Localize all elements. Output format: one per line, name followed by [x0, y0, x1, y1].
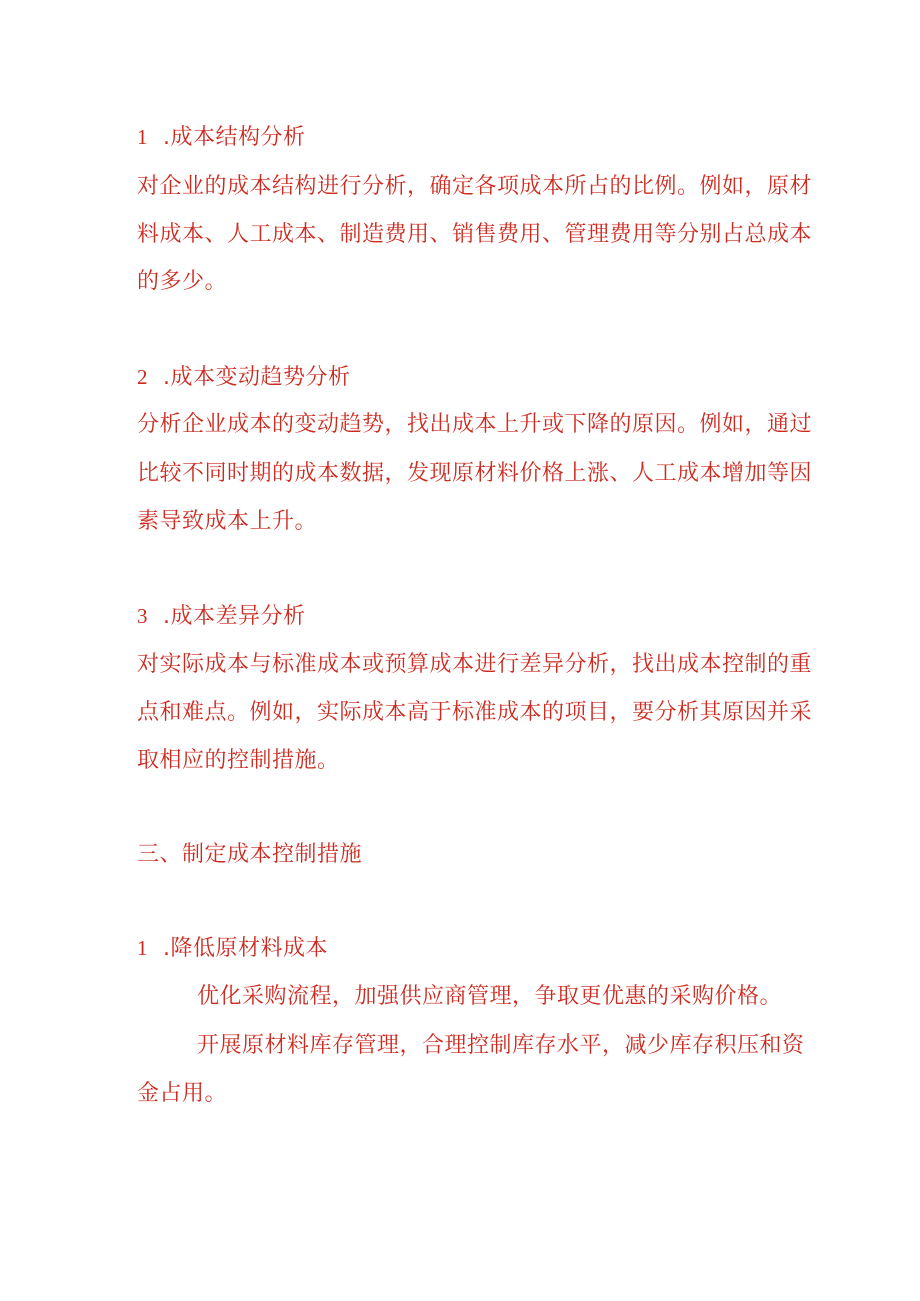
subsection-title: .降低原材料成本	[163, 936, 328, 961]
section-1-heading	[137, 122, 306, 153]
section-2-body-line-3: 素导致成本上升。	[137, 509, 318, 534]
subsection-bullet-2: 开展原材料库存管理，合理控制库存水平，减少库存积压和资	[197, 1033, 805, 1058]
section-3-number: 3	[137, 604, 148, 628]
section-3-heading	[137, 601, 306, 632]
subsection-number: 1	[137, 936, 148, 960]
section-2-heading	[137, 362, 351, 393]
subsection-bullet-1: 优化采购流程，加强供应商管理，争取更优惠的采购价格。	[197, 984, 783, 1009]
subsection-continuation: 金占用。	[137, 1081, 228, 1106]
section-1-body-line-2: 料成本、人工成本、制造费用、销售费用、管理费用等分别占总成本	[137, 222, 813, 247]
section-1-number: 1	[137, 125, 148, 149]
subsection-heading	[137, 933, 328, 964]
section-2-body-line-2: 比较不同时期的成本数据，发现原材料价格上涨、人工成本增加等因	[137, 461, 813, 486]
section-1-body-line-3: 的多少。	[137, 269, 228, 294]
section-3-body-line-3: 取相应的控制措施。	[137, 748, 340, 773]
section-1-body-line-1: 对企业的成本结构进行分析，确定各项成本所占的比例。例如，原材	[137, 174, 813, 199]
section-3-title: .成本差异分析	[163, 604, 306, 629]
chapter-title: 三、制定成本控制措施	[137, 842, 363, 867]
section-1-title: .成本结构分析	[163, 125, 306, 150]
section-3-body-line-2: 点和难点。例如，实际成本高于标准成本的项目，要分析其原因并采	[137, 700, 813, 725]
section-2-body-line-1: 分析企业成本的变动趋势，找出成本上升或下降的原因。例如，通过	[137, 412, 813, 437]
section-2-title: .成本变动趋势分析	[163, 365, 351, 390]
section-2-number: 2	[137, 365, 148, 389]
section-3-body-line-1: 对实际成本与标准成本或预算成本进行差异分析，找出成本控制的重	[137, 652, 813, 677]
